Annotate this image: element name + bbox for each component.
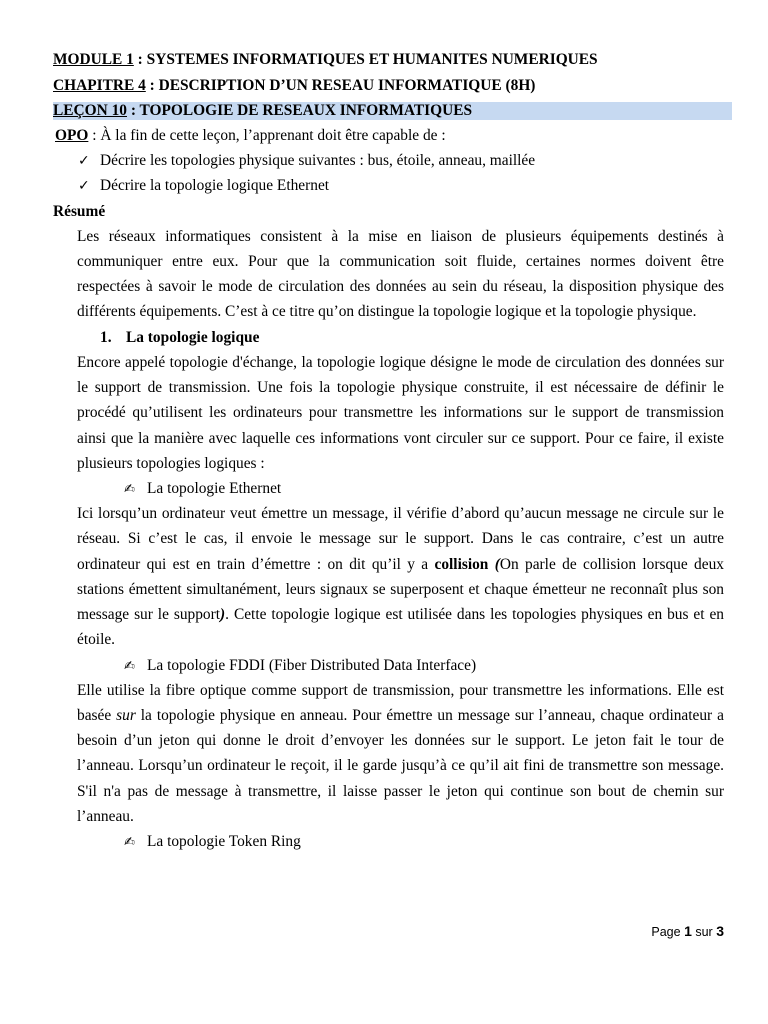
collision-term: collision [434,555,489,573]
summary-heading: Résumé [53,202,106,220]
subtopic-token-ring [0,829,768,854]
of-word: sur [695,925,713,939]
text-run: message sur le support [77,606,221,624]
ethernet-paragraph [0,501,768,652]
objectives-intro-text: : À la fin de cette leçon, l’apprenant doit être capable de : [92,126,446,144]
check-icon: ✓ [78,178,90,195]
paragraph-line: respectées à savoir le mode de circulation des données au sein du réseau, la disposition physique des [77,278,724,296]
summary-paragraph [0,224,768,325]
section-title: La topologie logique [126,328,260,346]
check-icon: ✓ [78,153,90,170]
paragraph-line: le support de transmission. Une fois la topologie physique construite, il est nécessaire de définir le [77,379,724,397]
lesson-heading [53,98,732,123]
fddi-paragraph [0,678,768,829]
paragraph-line: communiquer entre eux. Pour que la communication soit fluide, certaines normes doivent être [77,253,724,271]
module-heading [0,47,768,72]
page-footer [651,920,724,942]
text-run: On parle de collision lorsque deux [499,555,724,573]
objective-item [0,148,768,173]
section-heading [0,325,768,350]
paragraph-line: plusieurs topologies logiques : [77,454,265,472]
module-title: : SYSTEMES INFORMATIQUES ET HUMANITES NUMERIQUES [137,51,598,69]
subtopic-title: La topologie Token Ring [147,833,301,851]
open-parenthesis: ( [494,555,500,573]
paragraph-line: l’anneau. Lorsqu’un ordinateur le reçoit, il le garde jusqu’à ce qu’il ait fini de transmettre son message. [77,757,724,775]
paragraph-line: différents équipements. C’est à ce titre qu’on distingue la topologie logique et la topologie physique. [77,303,697,321]
objective-item-text: Décrire les topologies physique suivantes : bus, étoile, anneau, maillée [100,152,536,170]
page-total: 3 [716,923,724,939]
writing-hand-icon: ✍ [124,658,135,674]
chapter-title: : DESCRIPTION D’UN RESEAU INFORMATIQUE (8H) [149,76,536,94]
objectives-label: OPO [55,126,89,144]
text-run: la topologie physique en anneau. Pour émettre un message sur l’anneau, chaque ordinateur a [140,706,724,724]
paragraph-line: étoile. [77,631,116,649]
paragraph-line: ainsi que la manière avec laquelle ces informations vont circuler sur ce support. Pour ce faire, il existe [77,429,724,447]
text-run: ordinateur qui est en train d’émettre : on dit qu’il y a [77,555,429,573]
objective-item-text: Décrire la topologie logique Ethernet [100,177,330,195]
page-word: Page [651,925,681,939]
paragraph-line: réseau. Si c’est le cas, il envoie le message sur le support. Dans le cas contraire, c’est un autre [77,530,724,548]
close-parenthesis: ) [220,606,226,624]
subtopic-fddi [0,653,768,678]
text-run: . Cette topologie logique est utilisée dans les topologies physiques en bus et en [225,606,724,624]
writing-hand-icon: ✍ [124,482,135,498]
chapter-label: CHAPITRE 4 [53,76,146,94]
lesson-title: : TOPOLOGIE DE RESEAUX INFORMATIQUES [130,101,473,119]
lesson-label: LEÇON 10 [53,101,127,119]
subtopic-title: La topologie Ethernet [147,480,282,498]
page-body [0,47,768,854]
text-run: basée [77,706,112,724]
paragraph-line [77,703,724,728]
paragraph-line [77,602,724,627]
subtopic-title: La topologie FDDI (Fiber Distributed Data Interface) [147,656,477,674]
paragraph-line: Encore appelé topologie d'échange, la topologie logique désigne le mode de circulation des données sur [77,353,724,371]
page-number: 1 [684,923,692,939]
subtopic-ethernet [0,476,768,501]
paragraph-line: l’anneau. [77,807,134,825]
paragraph-line: Ici lorsqu’un ordinateur veut émettre un message, il vérifie d’abord qu’aucun message ne circule sur le [77,505,724,523]
paragraph-line [77,552,724,577]
italic-word: sur [116,706,136,724]
writing-hand-icon: ✍ [124,835,135,851]
paragraph-line: procédé qu’utilisent les ordinateurs pour transmettre les informations sur le support de transmission [77,404,724,422]
objective-item [0,173,768,198]
paragraph-line: Les réseaux informatiques consistent à la mise en liaison de plusieurs équipements destinés à [77,227,724,245]
chapter-heading [0,73,768,98]
paragraph-line: besoin d’un jeton qui donne le droit d’envoyer les données sur le support. Le jeton fait le tour de [77,732,724,750]
section-number: 1. [100,328,112,346]
paragraph-line: Elle utilise la fibre optique comme support de transmission, pour transmettre les informations. Elle est [77,681,724,699]
module-label: MODULE 1 [53,51,134,69]
paragraph-line: stations émettent simultanément, leurs signaux se superposent et chaque émetteur ne reconnaît plus son [77,580,724,598]
objectives-intro [0,123,768,148]
section-intro-paragraph [0,350,768,476]
paragraph-line: S'il n'a pas de message à transmettre, il laisse passer le jeton qui continue son bout de chemin sur [77,782,724,800]
